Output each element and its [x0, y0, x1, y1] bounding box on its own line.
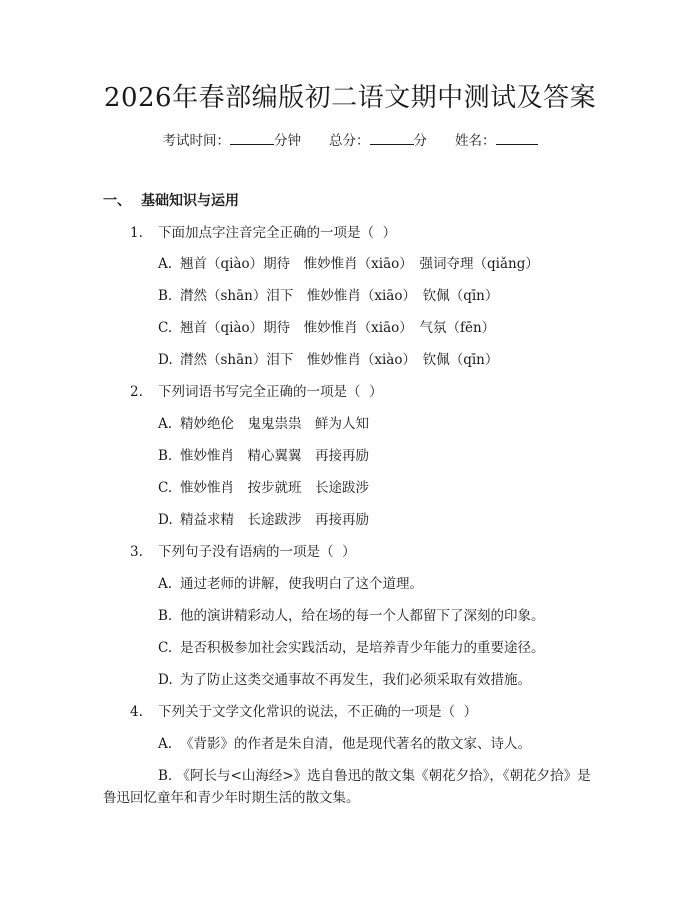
exam-info-line	[0, 130, 700, 151]
question-text: 下列句子没有语病的一项是（ ）	[158, 544, 356, 560]
question-2-option-c	[158, 478, 369, 498]
option-text: 精益求精 长途跋涉 再接再励	[180, 512, 369, 528]
option-letter: C.	[158, 640, 173, 656]
option-text: 翘首（qiào）期待 惟妙惟肖（xiāo） 气氛（fēn）	[180, 320, 496, 336]
option-text: 翘首（qiào）期待 惟妙惟肖（xiāo） 强词夺理（qiǎng）	[180, 256, 539, 272]
option-letter: B.	[158, 448, 173, 464]
time-label: 考试时间：	[162, 133, 230, 149]
section-number: 一、	[103, 193, 131, 209]
question-2-option-b	[158, 446, 369, 466]
question-2	[130, 382, 383, 402]
option-text: 为了防止这类交通事故不再发生，我们必须采取有效措施。	[180, 672, 531, 688]
option-text: 潸然（shān）泪下 惟妙惟肖（xiāo） 钦佩（qīn）	[180, 288, 499, 304]
question-3-option-a	[158, 574, 423, 594]
option-letter: B.	[158, 768, 173, 784]
time-unit: 分钟	[274, 133, 301, 149]
question-number: 3.	[130, 544, 143, 560]
question-4-option-b	[103, 765, 593, 809]
section-heading	[103, 191, 239, 211]
question-text: 下列关于文学文化常识的说法，不正确的一项是（ ）	[158, 704, 478, 720]
question-3	[130, 542, 356, 562]
section-title: 基础知识与运用	[141, 193, 239, 209]
option-text: 精妙绝伦 鬼鬼祟祟 鲜为人知	[180, 416, 369, 432]
question-3-option-c	[158, 638, 545, 658]
option-letter: A.	[158, 256, 173, 272]
score-unit: 分	[413, 133, 427, 149]
question-number: 4.	[130, 704, 143, 720]
option-letter: D.	[158, 352, 173, 368]
question-4-option-a	[158, 734, 531, 754]
name-blank	[496, 130, 538, 145]
question-1	[130, 223, 396, 243]
question-1-option-d	[158, 350, 498, 370]
option-text: 惟妙惟肖 按步就班 长途跋涉	[180, 480, 369, 496]
question-1-option-a	[158, 254, 539, 274]
option-letter: D.	[158, 512, 173, 528]
option-letter: B.	[158, 608, 173, 624]
option-text: 《背影》的作者是朱自清，他是现代著名的散文家、诗人。	[180, 736, 531, 752]
score-blank	[370, 130, 414, 145]
question-2-option-a	[158, 414, 369, 434]
option-letter: D.	[158, 672, 173, 688]
option-letter: C.	[158, 480, 173, 496]
question-1-option-b	[158, 286, 498, 306]
option-text: 通过老师的讲解，使我明白了这个道理。	[180, 576, 423, 592]
document-title: 2026年春部编版初二语文期中测试及答案	[103, 83, 597, 113]
option-text: 他的演讲精彩动人，给在场的每一个人都留下了深刻的印象。	[180, 608, 545, 624]
option-text: 潸然（shān）泪下 惟妙惟肖（xiào） 钦佩（qīn）	[180, 352, 499, 368]
question-2-option-d	[158, 510, 369, 530]
option-text: 惟妙惟肖 精心翼翼 再接再励	[180, 448, 369, 464]
option-letter: B.	[158, 288, 173, 304]
option-letter: A.	[158, 576, 173, 592]
option-letter: C.	[158, 320, 173, 336]
question-text: 下列词语书写完全正确的一项是（ ）	[158, 384, 383, 400]
time-blank	[230, 130, 274, 145]
question-4	[130, 702, 477, 722]
question-number: 2.	[130, 384, 143, 400]
option-letter: A.	[158, 416, 173, 432]
question-text: 下面加点字注音完全正确的一项是（ ）	[158, 225, 397, 241]
option-text: 《阿长与<山海经>》选自鲁迅的散文集《朝花夕拾》，《朝花夕拾》是鲁迅回忆童年和青少年时期生活的散文集。	[103, 768, 591, 806]
option-text: 是否积极参加社会实践活动，是培养青少年能力的重要途径。	[180, 640, 545, 656]
question-3-option-d	[158, 670, 531, 690]
question-1-option-c	[158, 318, 495, 338]
name-label: 姓名：	[455, 133, 496, 149]
question-number: 1.	[130, 225, 143, 241]
score-label: 总分：	[329, 133, 370, 149]
question-3-option-b	[158, 606, 545, 626]
option-letter: A.	[158, 736, 173, 752]
